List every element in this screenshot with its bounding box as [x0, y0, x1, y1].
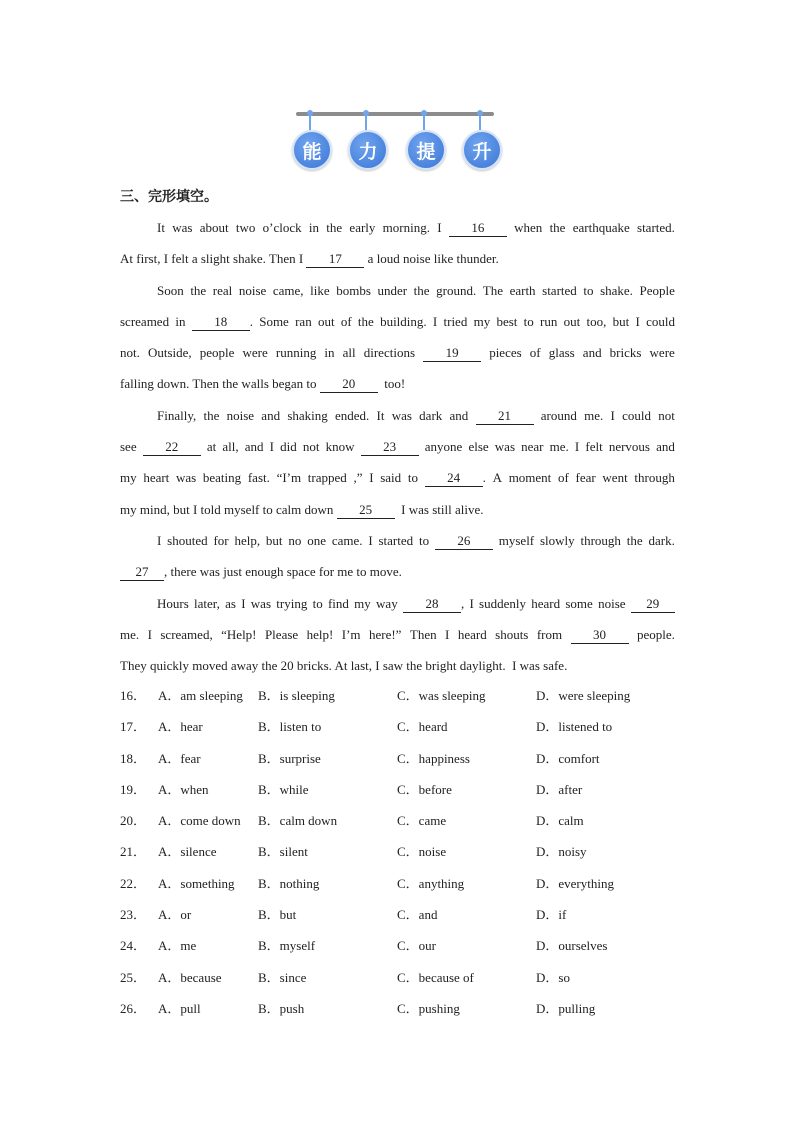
blank-20[interactable]: 20 [320, 376, 378, 393]
passage-word: all, [222, 439, 239, 455]
passage-word: too! [377, 376, 406, 392]
option-d[interactable]: D．comfort [536, 750, 600, 766]
passage-word: help, [234, 532, 261, 548]
passage-word: like [310, 282, 330, 298]
passage-word: run [540, 313, 558, 329]
passage-line [120, 306, 675, 337]
passage-word: me. [584, 407, 604, 423]
question-row [120, 774, 680, 805]
passage-word: one [307, 532, 326, 548]
option-d[interactable]: D．pulling [536, 1000, 596, 1016]
passage-word: help! [306, 626, 334, 642]
blank-27[interactable]: 27 [120, 564, 164, 581]
passage-word: I [368, 532, 373, 548]
passage-word: from [536, 626, 563, 642]
option-b[interactable]: B．silent [258, 844, 308, 860]
punctuation: . [482, 470, 486, 486]
passage-line [120, 431, 675, 462]
question-row [120, 962, 680, 993]
passage-word: could [646, 313, 675, 329]
banner-dot [307, 110, 313, 116]
passage-word: out [563, 313, 581, 329]
passage-word: earthquake [572, 220, 630, 235]
passage-word: Then [409, 626, 437, 642]
option-c[interactable]: C．was sleeping [397, 688, 486, 703]
punctuation: , [460, 595, 465, 611]
passage-word: I’m [341, 626, 361, 642]
question-row [120, 868, 680, 899]
passage-word: screamed, [160, 626, 213, 642]
banner-stem [479, 114, 481, 130]
blank-group [571, 619, 629, 650]
blank-group [320, 368, 378, 399]
passage-word: A [492, 470, 502, 486]
passage-word: shouted [167, 532, 208, 548]
passage-word: the [357, 313, 374, 329]
blank-group [337, 494, 395, 525]
passage-word: way [376, 595, 398, 611]
banner-dot [477, 110, 483, 116]
passage-word: was [175, 470, 197, 486]
blank-17[interactable]: 17 [306, 251, 364, 268]
passage-word: Soon [157, 282, 184, 298]
answer-options [120, 680, 680, 1024]
passage-word: moment [508, 470, 552, 486]
passage-line [120, 650, 675, 681]
question-number: 26． [120, 1000, 147, 1016]
punctuation: . [249, 313, 253, 329]
option-b[interactable]: B．while [258, 781, 309, 797]
blank-16[interactable]: 16 [449, 220, 507, 237]
passage-word: Please [264, 626, 299, 642]
option-b[interactable]: B．listen to [258, 719, 322, 735]
passage-word: out [317, 313, 335, 329]
passage-word: ended. [335, 407, 370, 423]
passage-word: fear [575, 470, 596, 486]
blank-group [192, 306, 253, 337]
passage-word: I [369, 470, 374, 486]
blank-30[interactable]: 30 [571, 627, 629, 644]
option-c[interactable]: C．pushing [397, 1000, 460, 1016]
banner-stem [365, 114, 367, 130]
passage-word: to [583, 282, 594, 298]
passage-word: started. [637, 220, 675, 235]
option-c[interactable]: C．before [397, 781, 452, 797]
blank-group [425, 462, 486, 493]
passage-word: came, [272, 282, 304, 298]
option-a[interactable]: A．hear [158, 719, 203, 735]
question-row [120, 805, 680, 836]
passage-word: to [407, 470, 418, 486]
passage-word: Outside, [147, 345, 192, 361]
option-b[interactable]: B．since [258, 969, 307, 985]
option-a[interactable]: A．something [158, 875, 235, 891]
passage-word: and [244, 439, 264, 455]
passage-word: I [147, 626, 152, 642]
passage-word: at [206, 439, 217, 455]
passage-word: in [324, 345, 335, 361]
passage-word: not [302, 439, 320, 455]
passage-word: I [241, 595, 246, 611]
blank-29[interactable]: 29 [631, 596, 675, 613]
passage-word: early [349, 220, 376, 235]
passage-word: shaking [287, 407, 328, 423]
passage-word: people [199, 345, 235, 361]
passage-word: a loud noise like thunder. [364, 251, 499, 267]
passage-word: At first, I felt a slight shake. Then I [120, 251, 307, 267]
passage-word: noise [238, 282, 267, 298]
passage-word: trying [276, 595, 308, 611]
section-banner [290, 110, 500, 170]
passage-word: It [157, 220, 165, 235]
passage-word: “Help! [221, 626, 257, 642]
option-d[interactable]: D．everything [536, 875, 614, 891]
question-row [120, 930, 680, 961]
blank-24[interactable]: 24 [425, 470, 483, 487]
passage-word: later, [194, 595, 220, 611]
passage-word: to [418, 532, 430, 548]
passage-word: not [658, 407, 675, 423]
option-a[interactable]: A．when [158, 781, 209, 797]
passage-word: nervous [608, 439, 650, 455]
option-b[interactable]: B．push [258, 1000, 305, 1016]
passage-word: glass [548, 345, 575, 361]
option-b[interactable]: B．calm down [258, 813, 338, 829]
passage-word: and [261, 407, 281, 423]
passage-word: I [269, 439, 274, 455]
option-b[interactable]: B．nothing [258, 875, 320, 891]
cloze-passage [120, 212, 675, 681]
passage-word: Hours [157, 595, 189, 611]
passage-line [120, 556, 675, 587]
passage-word: for [213, 532, 229, 548]
option-c[interactable]: C．noise [397, 844, 447, 860]
passage-word: directions [363, 345, 415, 361]
question-row [120, 743, 680, 774]
passage-word: beating [202, 470, 242, 486]
option-a[interactable]: A．come down [158, 813, 241, 829]
passage-word: see [120, 439, 137, 455]
passage-word: too, [586, 313, 607, 329]
passage-word: was [172, 220, 193, 235]
passage-word: earth [509, 282, 536, 298]
blank-21[interactable]: 21 [476, 408, 534, 425]
passage-line [120, 588, 675, 619]
passage-word: shake. [600, 282, 633, 298]
passage-word: as [225, 595, 236, 611]
passage-word: some [565, 595, 593, 611]
passage-word: Some [259, 313, 289, 329]
passage-line [120, 462, 675, 493]
passage-word: came. [331, 532, 363, 548]
passage-word: in [175, 313, 186, 329]
question-number: 25． [120, 969, 147, 985]
passage-word: the [549, 220, 566, 235]
question-number: 20． [120, 813, 147, 829]
option-a[interactable]: A．me [158, 938, 197, 954]
option-d[interactable]: D．were sleeping [536, 688, 631, 703]
punctuation: , [164, 564, 168, 580]
option-a[interactable]: A．fear [158, 750, 201, 766]
blank-group [631, 588, 675, 619]
passage-word: dark [419, 407, 443, 423]
passage-word: It [376, 407, 385, 423]
passage-word: to [523, 313, 534, 329]
passage-word: o’clock [262, 220, 302, 235]
passage-word: people. [636, 626, 675, 642]
passage-word: my [120, 470, 137, 486]
option-d[interactable]: D．calm [536, 813, 584, 829]
passage-word: tried [443, 313, 468, 329]
passage-word: I [469, 595, 474, 611]
banner-stem [309, 114, 311, 130]
passage-word: and [449, 407, 469, 423]
passage-word: my [354, 595, 371, 611]
passage-word: “I’m [276, 470, 302, 486]
question-row [120, 711, 680, 742]
option-c[interactable]: C．came [397, 813, 447, 829]
passage-word: of [340, 313, 352, 329]
option-b[interactable]: B．surprise [258, 750, 321, 766]
blank-group [306, 243, 364, 274]
blank-22[interactable]: 22 [143, 439, 201, 456]
question-number: 17． [120, 719, 147, 735]
passage-word: dark. [648, 532, 675, 548]
option-c[interactable]: C．happiness [397, 750, 470, 766]
passage-word: went [602, 470, 628, 486]
blank-group [449, 212, 507, 243]
passage-word: was [250, 595, 272, 611]
passage-word: was [391, 407, 412, 423]
option-c[interactable]: C．because of [397, 969, 474, 985]
passage-line [120, 337, 675, 368]
passage-word: I [635, 313, 640, 329]
option-d[interactable]: D．after [536, 781, 583, 797]
passage-word: there was just enough space for me to move. [167, 564, 402, 580]
passage-word: were [649, 345, 675, 361]
option-a[interactable]: A．because [158, 969, 222, 985]
banner-badge: 能 [292, 130, 332, 170]
passage-line [120, 243, 675, 274]
passage-word: Finally, [157, 407, 197, 423]
passage-word: fast. [247, 470, 270, 486]
blank-26[interactable]: 26 [435, 533, 493, 550]
question-row [120, 899, 680, 930]
passage-word: me. [549, 439, 569, 455]
passage-word: and [656, 439, 675, 455]
passage-word: of [557, 470, 569, 486]
passage-word: all [342, 345, 356, 361]
passage-word: screamed [120, 313, 170, 329]
passage-word: suddenly [479, 595, 526, 611]
passage-word: I [432, 313, 438, 329]
passage-word: felt [585, 439, 603, 455]
blank-group [403, 588, 464, 619]
passage-word: know [325, 439, 355, 455]
option-c[interactable]: C．and [397, 907, 438, 923]
passage-word: else [468, 439, 489, 455]
passage-word: bombs [336, 282, 371, 298]
banner-badge: 力 [348, 130, 388, 170]
passage-line [120, 400, 675, 431]
passage-word: to [312, 595, 323, 611]
passage-word: I [610, 407, 615, 423]
question-number: 19． [120, 781, 147, 797]
passage-word: noise [598, 595, 626, 611]
passage-word: The [482, 282, 503, 298]
passage-word: shouts [495, 626, 529, 642]
banner-dot [421, 110, 427, 116]
passage-word: was [494, 439, 515, 455]
passage-word: did [280, 439, 297, 455]
passage-word: heard [531, 595, 561, 611]
option-a[interactable]: A．am sleeping [158, 688, 243, 703]
option-d[interactable]: D．if [536, 907, 567, 923]
passage-word: me. [120, 626, 140, 642]
blank-19[interactable]: 19 [423, 345, 481, 362]
passage-word: no [288, 532, 302, 548]
question-row [120, 836, 680, 867]
blank-group [435, 525, 493, 556]
passage-word: I was still alive. [394, 501, 484, 517]
passage-word: the [203, 407, 220, 423]
passage-word: anyone [424, 439, 463, 455]
option-c[interactable]: C．anything [397, 875, 465, 891]
passage-word: but [612, 313, 630, 329]
passage-word: were [242, 345, 268, 361]
question-number: 18． [120, 750, 147, 766]
passage-word: heard [457, 626, 487, 642]
option-c[interactable]: C．our [397, 938, 437, 954]
passage-word: the [190, 282, 207, 298]
passage-line [120, 275, 675, 306]
question-number: 22． [120, 875, 147, 891]
passage-word: but [265, 532, 283, 548]
option-c[interactable]: C．heard [397, 719, 448, 735]
passage-word: trapped [307, 470, 347, 486]
question-number: 21． [120, 844, 147, 860]
passage-word: in [308, 220, 319, 235]
question-row [120, 993, 680, 1024]
blank-group [423, 337, 481, 368]
blank-18[interactable]: 18 [192, 314, 250, 331]
passage-word: ground. [436, 282, 477, 298]
question-row [120, 680, 680, 711]
banner-stem [423, 114, 425, 130]
passage-word: building. [380, 313, 427, 329]
passage-word: myself [498, 532, 535, 548]
passage-word: People [639, 282, 675, 298]
passage-word: could [622, 407, 651, 423]
passage-word: when [514, 220, 543, 235]
option-a[interactable]: A．silence [158, 844, 217, 860]
passage-word: the [326, 220, 343, 235]
passage-word: bricks [609, 345, 642, 361]
blank-group [476, 400, 534, 431]
passage-word: ran [295, 313, 312, 329]
blank-23[interactable]: 23 [361, 439, 419, 456]
passage-line [120, 525, 675, 556]
passage-word: my mind, but I told myself to calm down [120, 501, 337, 517]
passage-word: my [473, 313, 491, 329]
blank-group [143, 431, 201, 462]
passage-word: falling down. Then the walls began to [120, 376, 320, 392]
passage-word: I [157, 532, 162, 548]
passage-word: They quickly moved away the 20 bricks. At last, I saw the bright daylight. I was safe. [120, 658, 568, 674]
passage-word: started [542, 282, 577, 298]
passage-word: not. [120, 345, 140, 361]
passage-word: real [212, 282, 233, 298]
blank-25[interactable]: 25 [337, 502, 395, 519]
passage-word: near [521, 439, 544, 455]
passage-line [120, 494, 675, 525]
passage-line [120, 212, 675, 243]
passage-word: find [327, 595, 349, 611]
passage-word: heart [143, 470, 170, 486]
option-a[interactable]: A．pull [158, 1000, 201, 1016]
passage-word: I [437, 220, 442, 235]
passage-word: running [275, 345, 317, 361]
option-b[interactable]: B．but [258, 907, 297, 923]
passage-word: and [582, 345, 602, 361]
passage-word: ,” [353, 470, 363, 486]
banner-badge: 升 [462, 130, 502, 170]
passage-word: about [199, 220, 229, 235]
blank-group [361, 431, 419, 462]
passage-word: best [496, 313, 518, 329]
passage-word: pieces [489, 345, 522, 361]
passage-word: around [540, 407, 577, 423]
option-d[interactable]: D．ourselves [536, 938, 608, 954]
passage-word: I [445, 626, 450, 642]
passage-word: through [634, 470, 675, 486]
question-number: 24． [120, 938, 147, 954]
option-b[interactable]: B．is sleeping [258, 688, 335, 703]
banner-dot [363, 110, 369, 116]
blank-group [120, 556, 167, 587]
option-d[interactable]: D．listened to [536, 719, 613, 735]
passage-word: the [626, 532, 643, 548]
passage-word: through [580, 532, 621, 548]
section-title: 三、完形填空。 [120, 189, 218, 205]
passage-word: of [529, 345, 541, 361]
passage-word: slowly [539, 532, 575, 548]
passage-word: here!” [368, 626, 402, 642]
passage-word: morning. [382, 220, 430, 235]
passage-word: I [574, 439, 580, 455]
passage-line [120, 368, 675, 399]
question-number: 16． [120, 688, 147, 703]
option-d[interactable]: D．so [536, 969, 570, 985]
passage-word: under [377, 282, 408, 298]
blank-28[interactable]: 28 [403, 596, 461, 613]
option-d[interactable]: D．noisy [536, 844, 587, 860]
option-a[interactable]: A．or [158, 907, 192, 923]
question-number: 23． [120, 907, 147, 923]
banner-bar [296, 112, 494, 116]
option-b[interactable]: B．myself [258, 938, 316, 954]
passage-word: started [378, 532, 414, 548]
passage-word: two [235, 220, 256, 235]
passage-word: the [413, 282, 430, 298]
passage-line [120, 619, 675, 650]
passage-word: noise [226, 407, 255, 423]
banner-badge: 提 [406, 130, 446, 170]
passage-word: said [380, 470, 402, 486]
